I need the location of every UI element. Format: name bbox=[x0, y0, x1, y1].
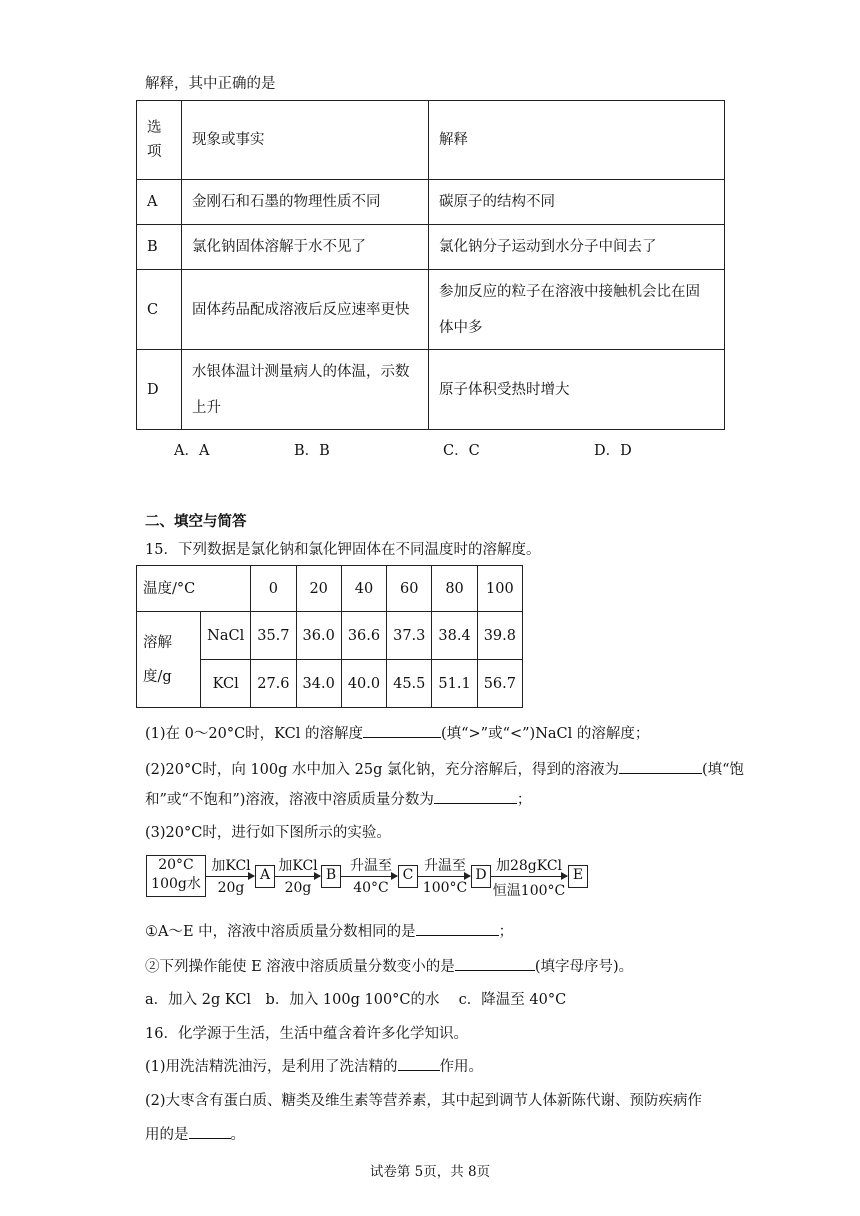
box-e: E bbox=[568, 865, 588, 888]
header-option: 选项 bbox=[137, 101, 182, 180]
q15-part3: (3)20°C时，进行如下图所示的实验。 bbox=[145, 825, 391, 841]
q15-part2-line1: (2)20°C时，向 100g 水中加入 25g 氯化钠，充分溶解后，得到的溶液为 (填“饱 bbox=[145, 758, 744, 779]
answer-blank[interactable] bbox=[434, 789, 517, 804]
q15-choices: a．加入 2g KCl b．加入 100g 100°C的水 c．降温至 40°C bbox=[145, 992, 567, 1008]
box-b: B bbox=[321, 865, 341, 888]
solubility-label: 溶解度/g bbox=[137, 612, 201, 708]
step-label-bottom: 20g bbox=[217, 880, 245, 896]
row-d-option: D bbox=[137, 350, 182, 430]
temp-cell: 0 bbox=[251, 566, 296, 612]
q15-part2-line2: 和”或“不饱和”)溶液，溶液中溶质质量分数为 ； bbox=[145, 788, 531, 809]
step-label-top: 升温至 bbox=[350, 858, 392, 874]
arrow-icon bbox=[340, 876, 397, 877]
row-a-option: A bbox=[137, 180, 182, 225]
step-label-bottom: 100°C bbox=[422, 880, 468, 896]
q16-part2-line2: 用的是 。 bbox=[145, 1123, 245, 1144]
q16-stem: 16．化学源于生活，生活中蕴含着许多化学知识。 bbox=[145, 1026, 468, 1042]
start-box: 20°C 100g水 bbox=[146, 855, 206, 897]
q16-part2-line1: (2)大枣含有蛋白质、糖类及维生素等营养素，其中起到调节人体新陈代谢、预防疾病作 bbox=[145, 1093, 703, 1109]
kcl-value: 27.6 bbox=[251, 660, 296, 708]
nacl-value: 37.3 bbox=[387, 612, 432, 660]
nacl-value: 38.4 bbox=[432, 612, 477, 660]
answer-blank[interactable] bbox=[363, 723, 441, 738]
page-footer: 试卷第 5页，共 8页 bbox=[369, 1164, 491, 1180]
nacl-value: 36.6 bbox=[341, 612, 386, 660]
step-label-bottom: 40°C bbox=[353, 880, 389, 896]
temp-cell: 60 bbox=[387, 566, 432, 612]
row-c-option: C bbox=[137, 270, 182, 350]
option-c: C．C bbox=[443, 443, 480, 459]
arrow-icon bbox=[274, 876, 320, 877]
nacl-label: NaCl bbox=[201, 612, 251, 660]
q15-part1: (1)在 0～20°C时，KCl 的溶解度 (填“>”或“<”)NaCl 的溶解度； bbox=[145, 722, 649, 743]
kcl-value: 56.7 bbox=[477, 660, 522, 708]
kcl-value: 40.0 bbox=[341, 660, 386, 708]
row-c-explain: 参加反应的粒子在溶液中接触机会比在固体中多 bbox=[429, 270, 725, 350]
answer-blank[interactable] bbox=[455, 956, 535, 971]
step-label-top: 加28gKCl bbox=[495, 858, 563, 874]
temp-cell: 40 bbox=[341, 566, 386, 612]
box-a: A bbox=[255, 865, 275, 888]
arrow-icon bbox=[417, 876, 470, 877]
option-d: D．D bbox=[594, 443, 632, 459]
header-explanation: 解释 bbox=[429, 101, 725, 180]
row-c-fact: 固体药品配成溶液后反应速率更快 bbox=[182, 270, 429, 350]
row-d-fact: 水银体温计测量病人的体温，示数上升 bbox=[182, 350, 429, 430]
nacl-value: 39.8 bbox=[477, 612, 522, 660]
arrow-icon bbox=[490, 876, 567, 877]
step-label-top: 升温至 bbox=[424, 858, 466, 874]
q15-stem: 15．下列数据是氯化钠和氯化钾固体在不同温度时的溶解度。 bbox=[145, 542, 541, 558]
box-d: D bbox=[471, 865, 491, 888]
row-b-fact: 氯化钠固体溶解于水不见了 bbox=[182, 225, 429, 270]
kcl-value: 45.5 bbox=[387, 660, 432, 708]
temp-label: 温度/°C bbox=[137, 566, 251, 612]
answer-blank[interactable] bbox=[189, 1124, 231, 1139]
section-title: 二、填空与简答 bbox=[145, 514, 247, 530]
answer-blank[interactable] bbox=[398, 1056, 440, 1071]
answer-blank[interactable] bbox=[416, 921, 499, 936]
nacl-value: 36.0 bbox=[296, 612, 341, 660]
step-label-top: 加KCl bbox=[278, 858, 318, 874]
step-label-top: 加KCl bbox=[211, 858, 251, 874]
q16-part1: (1)用洗洁精洗油污，是利用了洗洁精的 作用。 bbox=[145, 1055, 483, 1076]
q15-sub2: ②下列操作能使 E 溶液中溶质质量分数变小的是 (填字母序号)。 bbox=[145, 955, 633, 976]
kcl-value: 34.0 bbox=[296, 660, 341, 708]
answer-blank[interactable] bbox=[619, 759, 702, 774]
row-a-explain: 碳原子的结构不同 bbox=[429, 180, 725, 225]
row-b-option: B bbox=[137, 225, 182, 270]
row-a-fact: 金刚石和石墨的物理性质不同 bbox=[182, 180, 429, 225]
solubility-table bbox=[136, 565, 523, 708]
step-label-bottom: 恒温100°C bbox=[492, 883, 566, 899]
arrow-icon bbox=[205, 876, 254, 877]
temp-cell: 20 bbox=[296, 566, 341, 612]
box-c: C bbox=[398, 865, 418, 888]
temp-cell: 80 bbox=[432, 566, 477, 612]
step-label-bottom: 20g bbox=[284, 880, 312, 896]
kcl-value: 51.1 bbox=[432, 660, 477, 708]
option-a: A．A bbox=[174, 443, 210, 459]
option-b: B．B bbox=[294, 443, 330, 459]
q14-intro: 解释，其中正确的是 bbox=[145, 76, 276, 92]
row-b-explain: 氯化钠分子运动到水分子中间去了 bbox=[429, 225, 725, 270]
kcl-label: KCl bbox=[201, 660, 251, 708]
q14-table bbox=[136, 100, 725, 430]
temp-cell: 100 bbox=[477, 566, 522, 612]
header-phenomenon: 现象或事实 bbox=[182, 101, 429, 180]
nacl-value: 35.7 bbox=[251, 612, 296, 660]
q15-sub1: ①A～E 中，溶液中溶质质量分数相同的是 ； bbox=[145, 920, 513, 941]
row-d-explain: 原子体积受热时增大 bbox=[429, 350, 725, 430]
